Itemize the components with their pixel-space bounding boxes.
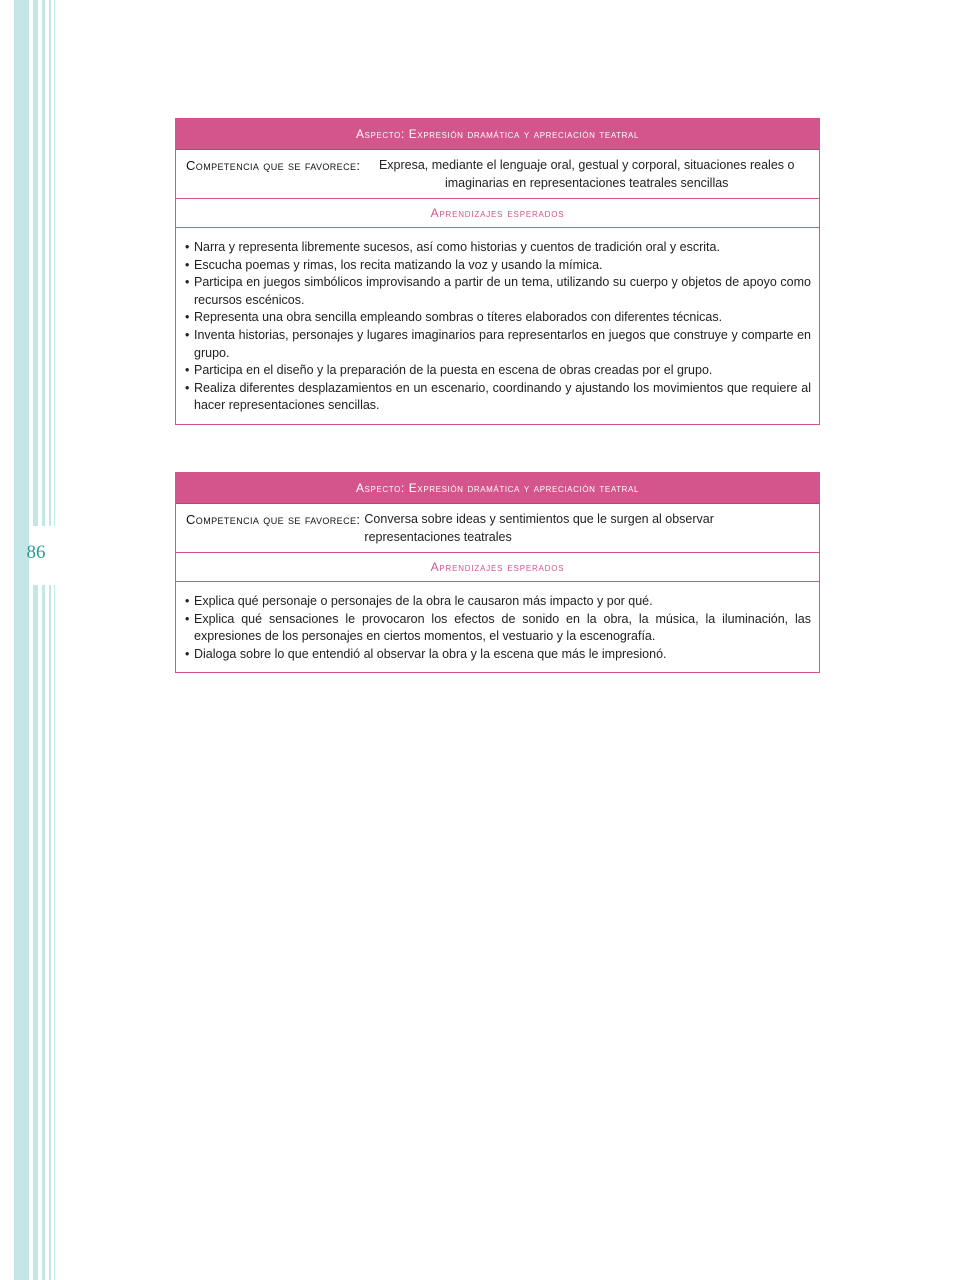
margin-stripe xyxy=(49,585,51,1280)
list-item: • Representa una obra sencilla empleando sombras o títeres elaborados con diferentes técnicas. xyxy=(185,309,811,327)
aprendizajes-heading: Aprendizajes esperados xyxy=(176,553,819,582)
margin-stripe xyxy=(54,585,55,1280)
margin-stripe xyxy=(14,0,29,1280)
competence-text: Expresa, mediante el lenguaje oral, gestual y corporal, situaciones reales o imaginarias en representaciones teatrales sencillas xyxy=(378,158,795,190)
list-item: • Escucha poemas y rimas, los recita matizando la voz y usando la mímica. xyxy=(185,257,811,275)
competence-row xyxy=(176,504,819,553)
margin-stripe xyxy=(42,585,45,1280)
page-number: 86 xyxy=(26,542,46,563)
competence-text: Conversa sobre ideas y sentimientos que le surgen al observar representaciones teatrales xyxy=(364,512,714,544)
aspect-header: Aspecto: Expresión dramática y apreciación teatral xyxy=(176,473,819,504)
list-item: • Inventa historias, personajes y lugares imaginarios para representarlos en juegos que construye y comparte en grupo. xyxy=(185,327,811,362)
learning-list xyxy=(176,228,819,424)
margin-stripe xyxy=(54,0,55,526)
margin-stripe xyxy=(33,0,38,526)
competence-label: Competencia que se favorece: xyxy=(186,512,361,527)
margin-stripe xyxy=(33,585,38,1280)
competence-label: Competencia que se favorece: xyxy=(186,158,361,173)
learning-list xyxy=(176,582,819,672)
margin-stripe xyxy=(49,0,51,526)
list-item: • Participa en el diseño y la preparación de la puesta en escena de obras creadas por el grupo. xyxy=(185,362,811,380)
competence-row xyxy=(176,150,819,199)
aspect-header: Aspecto: Expresión dramática y apreciación teatral xyxy=(176,119,819,150)
list-item: • Explica qué sensaciones le provocaron los efectos de sonido en la obra, la música, la iluminación, las expresiones de los personajes en ciertos momentos, el vestuario y la escenografía. xyxy=(185,611,811,646)
list-item: • Explica qué personaje o personajes de la obra le causaron más impacto y por qué. xyxy=(185,593,811,611)
list-item: • Narra y representa libremente sucesos, así como historias y cuentos de tradición oral y escrita. xyxy=(185,239,811,257)
list-item: • Participa en juegos simbólicos improvisando a partir de un tema, utilizando su cuerpo y objetos de apoyo como recursos escénicos. xyxy=(185,274,811,309)
aspect-table-2 xyxy=(175,472,820,673)
margin-stripe xyxy=(42,0,45,526)
list-item: • Dialoga sobre lo que entendió al observar la obra y la escena que más le impresionó. xyxy=(185,646,811,664)
aprendizajes-heading: Aprendizajes esperados xyxy=(176,199,819,228)
list-item: • Realiza diferentes desplazamientos en un escenario, coordinando y ajustando los movimientos que requiere al hacer representaciones sencillas. xyxy=(185,380,811,415)
aspect-table-1 xyxy=(175,118,820,425)
